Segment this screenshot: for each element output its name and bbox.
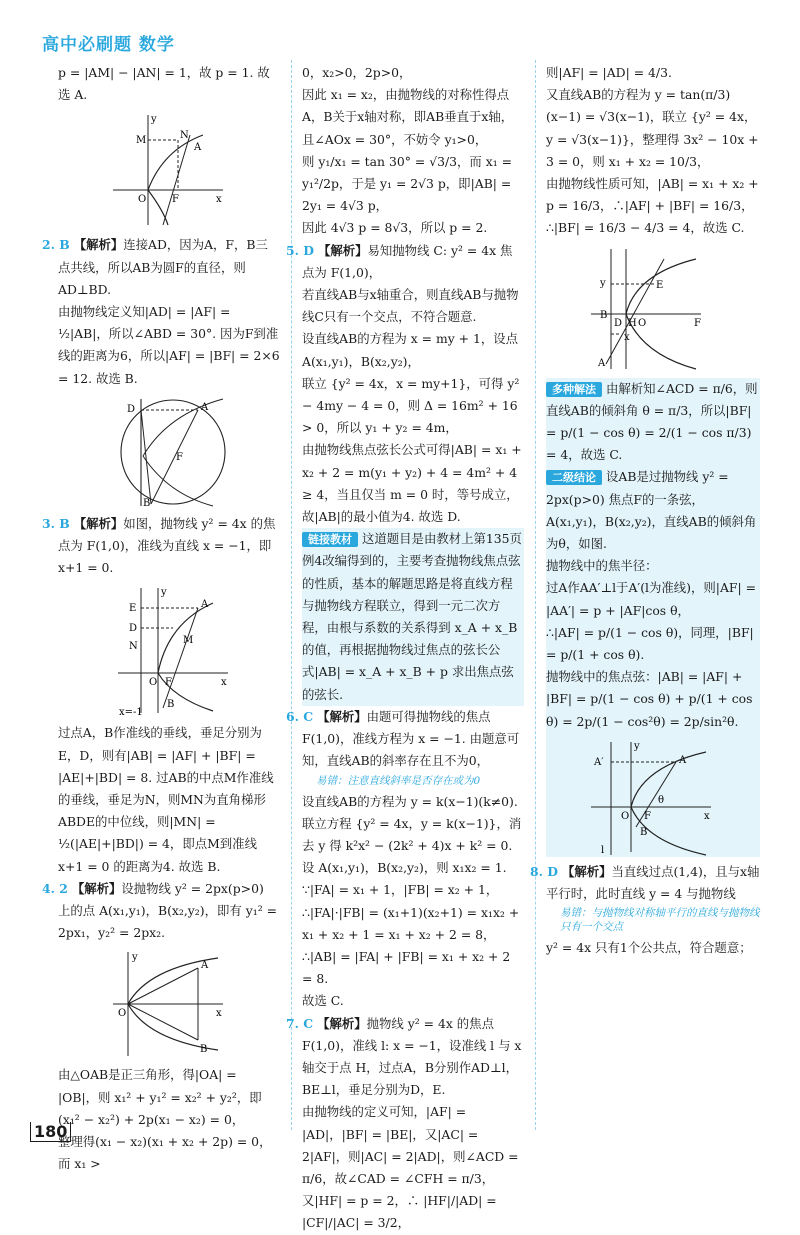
fig-label: E [129, 603, 137, 615]
text-block: ∴|AF| = p/(1 − cos θ)，同理，|BF| = p/(1 + cos θ). [546, 624, 754, 663]
fig-label: A [201, 401, 209, 413]
text-block: 设AB是过抛物线 y² = 2px(p>0) 焦点F的一条弦，A(x₁,y₁)，B(x₂,y₂)，直线AB的倾斜角为θ，如图. [546, 469, 757, 552]
text-block: 这道题目是由教材上第135页例4改编得到的，主要考查抛物线焦点弦的性质，基本的解题思路是将直线方程与抛物线方程联立，得到一元二次方程，由根与系数的关系得到 x_A + x_B 的值，再根据抛物线过焦点的弦长公式|AB| = x_A + x_B + p 求出焦点弦的弦长. [302, 531, 522, 702]
fig-label: D [129, 623, 138, 635]
text-block: 由抛物线性质可知，|AB| = x₁ + x₂ + p = 16/3，∴|AF| + |BF| = 16/3， [546, 176, 759, 214]
fig-label: M [136, 135, 147, 147]
text-block: 由抛物线定义知|AD| = |AF| = ½|AB|，所以∠ABD = 30°. 因为F到准线的距离为6，所以|AF| = |BF| = 2×6 = 12. 故选 B. [58, 304, 280, 386]
fig-label: F [694, 317, 701, 329]
text-block: 因此 x₁ = x₂，由抛物线的对称性得点A，B关于x轴对称，即AB垂直于x轴，且∠AOx = 30°，不妨令 y₁>0， [302, 87, 514, 147]
second-badge: 二级结论 [546, 470, 602, 485]
figure-6 [586, 737, 716, 857]
fig-label: E [656, 279, 664, 291]
secondary-conclusion-box [546, 466, 760, 856]
column-3 [530, 62, 760, 959]
text-block: 则 y₁/x₁ = tan 30° = √3/3，而 x₁ = y₁²/2p，于是 y₁ = 2√3 p，即|AB| = 2y₁ = 4√3 p， [302, 153, 513, 214]
fig-label: x [216, 1008, 222, 1020]
text-block: 整理得(x₁ − x₂)(x₁ + x₂ + 2p) = 0，而 x₁ > [58, 1134, 272, 1172]
fig-label: O [621, 810, 630, 822]
answer-head: 4. 2 [42, 880, 68, 896]
line-segment [163, 608, 198, 711]
fig-label: y [600, 277, 606, 289]
answer-head: 8. D [530, 863, 558, 879]
link-badge: 链接教材 [302, 532, 358, 547]
analysis-tag: 【解析】 [561, 863, 612, 879]
text-block: 由解析知∠ACD = π/6，则直线AB的倾斜角 θ = π/3，所以|BF| = p/(1 − cos θ) = 2/(1 − cos π/3) = 4，故选 C. [546, 380, 758, 463]
line-segment [151, 410, 198, 504]
fig-label: B [640, 826, 648, 838]
figure-1 [108, 110, 228, 230]
fig-label: y [634, 740, 640, 752]
text-block: 故选 C. [302, 993, 344, 1009]
text-block: ∴|FA|·|FB| = (x₁+1)(x₂+1) = x₁x₂ + x₁ + x₂ + 1 = x₁ + x₂ + 2 = 8， [302, 904, 520, 942]
fig-label: x=-1 [119, 707, 143, 719]
text-block: ∵|FA| = x₁ + 1，|FB| = x₂ + 1， [302, 882, 499, 898]
fig-label: O [638, 317, 647, 329]
answer-head: 6. C [286, 708, 314, 724]
fig-label: A [598, 357, 606, 369]
circle [121, 400, 225, 504]
fig-label: D [614, 317, 623, 329]
text-block: 设直线AB的方程为 x = my + 1，设点 A(x₁,y₁)，B(x₂,y₂)， [302, 331, 519, 369]
text-block: 设抛物线 y² = 2px(p>0) 上的点 A(x₁,y₁)，B(x₂,y₂)，即有 y₁² = 2px₁，y₂² = 2px₂. [58, 880, 277, 941]
text-block: 抛物线中的焦点弦：|AB| = |AF| + |BF| = p/(1 − cos θ) + p/(1 + cos θ) = 2p/(1 − cos²θ) = 2p/sin²θ. [546, 669, 753, 729]
text-block: 过点A，B作准线的垂线，垂足分别为E，D，则有|AB| = |AF| + |BF| = |AE|+|BD| = 8. 过AB的中点M作准线的垂线，垂足为N，则MN为直角梯形ABDE的中位线，则|MN| = ½(|AE|+|BD|) = 4，即点M到准线 x+1 = 0 的距离为4. 故选 B. [58, 725, 274, 874]
figure-2 [113, 394, 233, 509]
answer-head: 7. C [286, 1015, 314, 1031]
text-block: 由△OAB是正三角形，得|OA| = |OB|，则 x₁² + y₁² = x₂² + y₂²，即(x₁² − x₂²) + 2p(x₁ − x₂) = 0， [58, 1067, 262, 1127]
fig-label: O [118, 1008, 127, 1020]
multi-solution-box [546, 378, 760, 467]
line-segment [163, 135, 190, 225]
text-block: ∴|AB| = |FA| + |FB| = x₁ + x₂ + 2 = 8. [302, 948, 511, 987]
fig-label: x [221, 677, 227, 689]
fig-label: B [200, 1044, 208, 1056]
fig-label: x [624, 331, 630, 343]
fig-label: x [704, 810, 710, 822]
text-block: 设 A(x₁,y₁)，B(x₂,y₂)，则 x₁x₂ = 1. [302, 860, 507, 876]
fig-label: F [165, 677, 172, 689]
analysis-tag: 【解析】 [73, 515, 124, 531]
text-block: 故|AB|的最小值为4. 故选 D. [302, 509, 461, 525]
figure-5 [586, 244, 706, 374]
answer-head: 2. B [42, 237, 70, 253]
text-block: 由题可得抛物线的焦点 F(1,0)，准线方程为 x = −1. 由题意可知，直线AB的斜率存在且不为0， [302, 708, 520, 769]
error-note: 易错：与抛物线对称轴平行的直线与抛物线只有一个交点 [560, 907, 760, 934]
column-2 [286, 62, 524, 1235]
text-block: 抛物线 y² = 4x 的焦点 F(1,0)，准线 l: x = −1，设准线 l 与 x 轴交于点 H，过点A，B分别作AD⊥l，BE⊥l，垂足分别为D，E. [302, 1015, 522, 1098]
fig-label: N [129, 641, 138, 653]
text-block: 易知抛物线 C: y² = 4x 焦点为 F(1,0)， [302, 242, 513, 280]
fig-label: y [132, 952, 138, 964]
fig-label: B [600, 309, 608, 321]
fig-label: M [183, 635, 194, 647]
text-block: 又|HF| = p = 2，∴ |HF|/|AD| = |CF|/|AC| = 3/2， [302, 1193, 497, 1231]
page-header-title: 高中必刷题 数学 [42, 35, 175, 55]
analysis-tag: 【解析】 [71, 880, 122, 896]
fig-label: l [601, 844, 605, 856]
fig-label: x [216, 194, 222, 206]
text-block: 联立方程 {y² = 4x，y = k(x−1)}，消去 y 得 k²x² − (2k² + 4)x + k² = 0. [302, 815, 522, 853]
fig-label: A [194, 142, 202, 154]
textbook-link-box [302, 528, 524, 706]
fig-label: O [149, 677, 158, 689]
figure-3 [113, 583, 233, 718]
text-block: 又直线AB的方程为 y = tan(π/3)(x−1) = √3(x−1)，联立 {y² = 4x，y = √3(x−1)}，整理得 3x² − 10x + 3 = 0，则 x₁ + x₂ = 10/3， [546, 87, 759, 169]
fig-label: F [176, 451, 183, 463]
fig-label: y [161, 587, 167, 599]
figure-4 [108, 948, 228, 1060]
fig-label: A [679, 754, 687, 766]
text-block: 过A作AA′⊥l于A′(l为准线)，则|AF| = |AA′| = p + |AF|cos θ， [546, 580, 757, 618]
fig-label: A [201, 960, 209, 972]
parabola-curve [143, 399, 223, 456]
fig-label: H [628, 317, 637, 329]
text-block: 联立 {y² = 4x，x = my+1}，可得 y² − 4my − 4 = 0，则 Δ = 16m² + 16 > 0，所以 y₁ + y₂ = 4m， [302, 375, 520, 436]
fig-label: A′ [594, 756, 604, 768]
fig-label: y [151, 114, 157, 126]
text-block: 则|AF| = |AD| = 4/3. [546, 65, 672, 80]
column-divider [291, 60, 292, 1130]
fig-label: B [167, 699, 175, 711]
fig-label: B [143, 497, 151, 509]
fig-label: F [172, 194, 179, 206]
column-divider [535, 60, 536, 1130]
analysis-tag: 【解析】 [73, 237, 124, 253]
fig-label: N [180, 130, 189, 142]
text-block: 由抛物线焦点弦长公式可得|AB| = x₁ + x₂ + 2 = m(y₁ + y₂) + 4 = 4m² + 4 ≥ 4，当且仅当 m = 0 时，等号成立， [302, 442, 522, 502]
parabola-curve [631, 752, 706, 807]
text-line: p = |AM| − |AN| = 1，故 p = 1. 故选 A. [58, 65, 270, 103]
page-number: 180 [30, 1122, 71, 1142]
analysis-tag: 【解析】 [317, 1015, 367, 1031]
multi-badge: 多种解法 [546, 382, 602, 397]
text-block: 抛物线中的焦半径： [546, 558, 658, 574]
text-block: 因此 4√3 p = 8√3，所以 p = 2. [302, 220, 488, 236]
text-block: 0，x₂>0，2p>0， [302, 65, 412, 80]
fig-label: A [201, 599, 209, 611]
answer-head: 5. D [286, 242, 314, 258]
analysis-tag: 【解析】 [317, 242, 368, 258]
line-segment [141, 410, 151, 504]
text-block: 如图，抛物线 y² = 4x 的焦点为 F(1,0)，准线为直线 x = −1，即 x+1 = 0. [58, 515, 276, 576]
fig-label: O [138, 194, 147, 206]
text-block: ∴|BF| = 16/3 − 4/3 = 4，故选 C. [546, 220, 745, 236]
text-block: 若直线AB与x轴重合，则直线AB与抛物线C只有一个交点，不符合题意. [302, 287, 519, 325]
text-block: 由抛物线的定义可知，|AF| = |AD|，|BF| = |BE|，又|AC| = 2|AF|，则|AC| = 2|AD|，则∠ACD = π/6，故∠CAD = ∠CFH = π/3， [302, 1104, 519, 1186]
analysis-tag: 【解析】 [317, 708, 367, 724]
fig-label: D [127, 403, 136, 415]
answer-head: 3. B [42, 515, 70, 531]
text-block: 连接AD，因为A，F，B三点共线，所以AB为圆F的直径，则AD⊥BD. [58, 237, 268, 297]
text-block: 当直线过点(1,4)，且与x轴平行时，此时直线 y = 4 与抛物线 [546, 863, 760, 902]
text-block: 设直线AB的方程为 y = k(x−1)(k≠0). [302, 793, 518, 809]
text-block: y² = 4x 只有1个公共点，符合题意； [546, 940, 752, 956]
line-segment [606, 259, 664, 364]
fig-label: F [644, 810, 651, 822]
fig-label: θ [658, 794, 665, 806]
error-note: 易错：注意直线斜率是否存在或为0 [316, 774, 481, 787]
